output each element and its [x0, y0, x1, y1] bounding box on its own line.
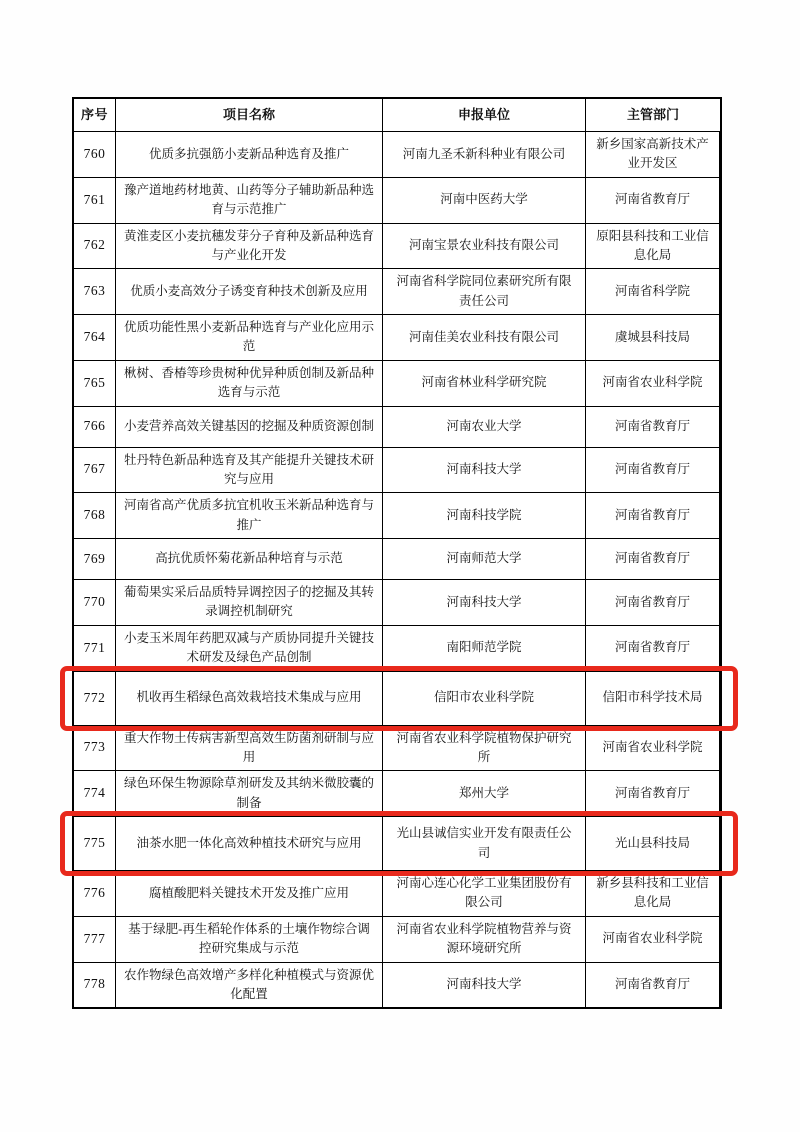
- cell-serial-number: 767: [74, 448, 116, 494]
- cell-project-name: 基于绿肥-再生稻轮作体系的土壤作物综合调控研究集成与示范: [116, 917, 383, 963]
- table-row: [74, 672, 720, 726]
- cell-project-name: 腐植酸肥料关键技术开发及推广应用: [116, 871, 383, 917]
- cell-serial-number: 772: [74, 672, 116, 726]
- cell-department: 河南省教育厅: [586, 539, 720, 580]
- cell-applicant-unit: 河南中医药大学: [383, 178, 586, 224]
- cell-serial-number: 778: [74, 963, 116, 1008]
- table-row: [74, 917, 720, 963]
- cell-project-name: 农作物绿色高效增产多样化种植模式与资源优化配置: [116, 963, 383, 1008]
- cell-department: 河南省农业科学院: [586, 917, 720, 963]
- table-row: [74, 539, 720, 580]
- cell-applicant-unit: 信阳市农业科学院: [383, 672, 586, 726]
- table-row: [74, 269, 720, 315]
- cell-applicant-unit: 河南省林业科学研究院: [383, 361, 586, 407]
- table-row: [74, 493, 720, 539]
- projects-table: [72, 97, 722, 1009]
- cell-serial-number: 775: [74, 817, 116, 871]
- cell-serial-number: 774: [74, 771, 116, 817]
- cell-department: 河南省教育厅: [586, 771, 720, 817]
- cell-applicant-unit: 河南省农业科学院植物保护研究所: [383, 726, 586, 772]
- cell-serial-number: 773: [74, 726, 116, 772]
- header-cell-department: 主管部门: [586, 99, 720, 132]
- cell-project-name: 小麦玉米周年药肥双减与产质协同提升关键技术研发及绿色产品创制: [116, 626, 383, 672]
- table-row: [74, 132, 720, 178]
- cell-project-name: 河南省高产优质多抗宜机收玉米新品种选育与推广: [116, 493, 383, 539]
- cell-serial-number: 765: [74, 361, 116, 407]
- table-header-row: [74, 99, 720, 132]
- table-row: [74, 963, 720, 1008]
- cell-serial-number: 762: [74, 224, 116, 270]
- cell-department: 信阳市科学技术局: [586, 672, 720, 726]
- cell-project-name: 机收再生稻绿色高效栽培技术集成与应用: [116, 672, 383, 726]
- table-row: [74, 817, 720, 871]
- header-cell-project-name: 项目名称: [116, 99, 383, 132]
- cell-applicant-unit: 河南佳美农业科技有限公司: [383, 315, 586, 361]
- cell-project-name: 优质小麦高效分子诱变育种技术创新及应用: [116, 269, 383, 315]
- cell-serial-number: 771: [74, 626, 116, 672]
- table-row: [74, 771, 720, 817]
- cell-department: 河南省教育厅: [586, 448, 720, 494]
- cell-applicant-unit: 河南科技大学: [383, 448, 586, 494]
- cell-project-name: 重大作物土传病害新型高效生防菌剂研制与应用: [116, 726, 383, 772]
- cell-department: 河南省教育厅: [586, 580, 720, 626]
- header-cell-applicant-unit: 申报单位: [383, 99, 586, 132]
- table-row: [74, 224, 720, 270]
- cell-applicant-unit: 河南师范大学: [383, 539, 586, 580]
- table-row: [74, 871, 720, 917]
- cell-project-name: 豫产道地药材地黄、山药等分子辅助新品种选育与示范推广: [116, 178, 383, 224]
- header-cell-serial: 序号: [74, 99, 116, 132]
- cell-serial-number: 776: [74, 871, 116, 917]
- table-row: [74, 580, 720, 626]
- cell-department: 河南省科学院: [586, 269, 720, 315]
- table-row: [74, 315, 720, 361]
- cell-applicant-unit: 河南九圣禾新科种业有限公司: [383, 132, 586, 178]
- cell-department: 河南省教育厅: [586, 178, 720, 224]
- cell-department: 原阳县科技和工业信息化局: [586, 224, 720, 270]
- cell-applicant-unit: 河南心连心化学工业集团股份有限公司: [383, 871, 586, 917]
- cell-department: 虞城县科技局: [586, 315, 720, 361]
- table-row: [74, 407, 720, 448]
- table-row: [74, 361, 720, 407]
- cell-serial-number: 761: [74, 178, 116, 224]
- cell-project-name: 优质多抗强筋小麦新品种选育及推广: [116, 132, 383, 178]
- cell-serial-number: 766: [74, 407, 116, 448]
- cell-project-name: 绿色环保生物源除草剂研发及其纳米微胶囊的制备: [116, 771, 383, 817]
- cell-department: 河南省教育厅: [586, 963, 720, 1008]
- cell-applicant-unit: 河南科技大学: [383, 580, 586, 626]
- cell-project-name: 小麦营养高效关键基因的挖掘及种质资源创制: [116, 407, 383, 448]
- cell-serial-number: 763: [74, 269, 116, 315]
- cell-applicant-unit: 郑州大学: [383, 771, 586, 817]
- cell-applicant-unit: 河南省科学院同位素研究所有限责任公司: [383, 269, 586, 315]
- table-row: [74, 626, 720, 672]
- cell-department: 光山县科技局: [586, 817, 720, 871]
- cell-serial-number: 769: [74, 539, 116, 580]
- cell-project-name: 楸树、香椿等珍贵树种优异种质创制及新品种选育与示范: [116, 361, 383, 407]
- cell-applicant-unit: 南阳师范学院: [383, 626, 586, 672]
- cell-department: 河南省教育厅: [586, 626, 720, 672]
- table-row: [74, 726, 720, 772]
- cell-applicant-unit: 河南科技学院: [383, 493, 586, 539]
- cell-applicant-unit: 河南科技大学: [383, 963, 586, 1008]
- cell-project-name: 油茶水肥一体化高效种植技术研究与应用: [116, 817, 383, 871]
- table-row: [74, 178, 720, 224]
- cell-department: 河南省教育厅: [586, 493, 720, 539]
- cell-department: 河南省农业科学院: [586, 726, 720, 772]
- cell-serial-number: 764: [74, 315, 116, 361]
- cell-serial-number: 768: [74, 493, 116, 539]
- cell-serial-number: 770: [74, 580, 116, 626]
- cell-department: 河南省农业科学院: [586, 361, 720, 407]
- cell-project-name: 黄淮麦区小麦抗穗发芽分子育种及新品种选育与产业化开发: [116, 224, 383, 270]
- cell-department: 新乡县科技和工业信息化局: [586, 871, 720, 917]
- cell-department: 河南省教育厅: [586, 407, 720, 448]
- cell-department: 新乡国家高新技术产业开发区: [586, 132, 720, 178]
- cell-project-name: 优质功能性黑小麦新品种选育与产业化应用示范: [116, 315, 383, 361]
- cell-applicant-unit: 光山县诚信实业开发有限责任公司: [383, 817, 586, 871]
- cell-project-name: 牡丹特色新品种选育及其产能提升关键技术研究与应用: [116, 448, 383, 494]
- cell-applicant-unit: 河南省农业科学院植物营养与资源环境研究所: [383, 917, 586, 963]
- cell-serial-number: 777: [74, 917, 116, 963]
- cell-applicant-unit: 河南宝景农业科技有限公司: [383, 224, 586, 270]
- table-body: [74, 132, 720, 1007]
- cell-serial-number: 760: [74, 132, 116, 178]
- cell-project-name: 高抗优质怀菊花新品种培育与示范: [116, 539, 383, 580]
- table-row: [74, 448, 720, 494]
- cell-applicant-unit: 河南农业大学: [383, 407, 586, 448]
- cell-project-name: 葡萄果实采后品质特异调控因子的挖掘及其转录调控机制研究: [116, 580, 383, 626]
